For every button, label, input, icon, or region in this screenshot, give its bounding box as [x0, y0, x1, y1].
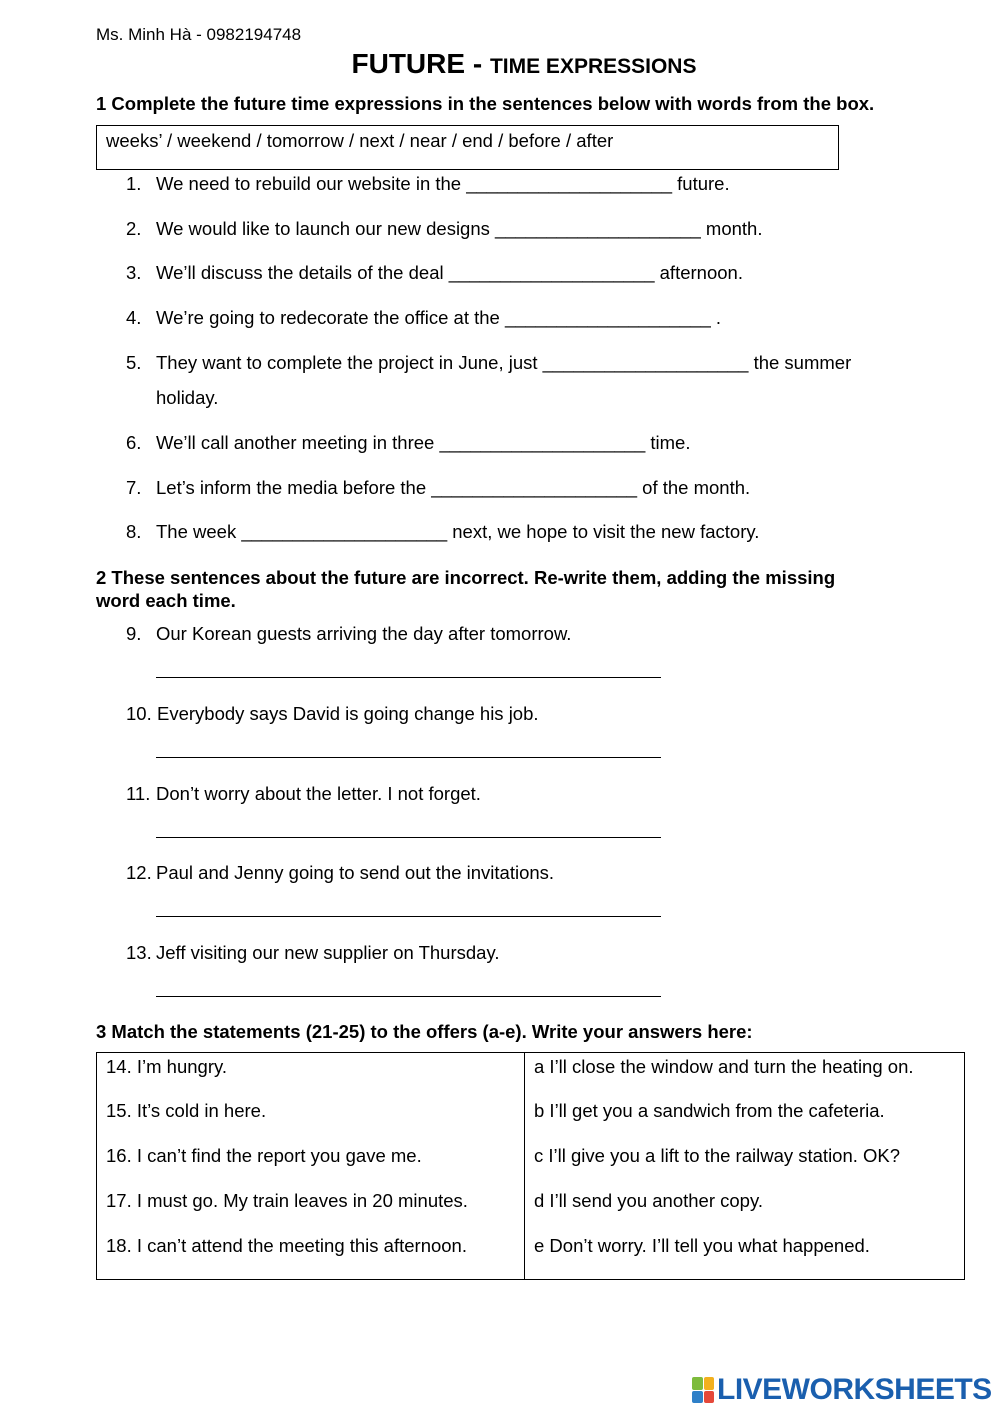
offer-c: c I’ll give you a lift to the railway station. OK? — [534, 1145, 901, 1166]
statement-15: 15. It’s cold in here. — [106, 1100, 267, 1121]
title-main: FUTURE - — [351, 48, 490, 79]
offers-column — [525, 1053, 965, 1280]
item-text[interactable]: We’re going to redecorate the office at the ____________________ . — [156, 307, 722, 328]
item-text: Our Korean guests arriving the day after tomorrow. — [156, 623, 572, 644]
item-text-continued: holiday. — [156, 387, 219, 408]
item-number: 8. — [126, 521, 142, 542]
teacher-contact: Ms. Minh Hà - 0982194748 — [96, 25, 302, 44]
page-title — [0, 48, 1000, 80]
item-text[interactable]: We would like to launch our new designs ____________________ month. — [156, 218, 763, 239]
offer-d: d I’ll send you another copy. — [534, 1190, 763, 1211]
item-text[interactable]: They want to complete the project in June, just ____________________ the summer — [156, 352, 852, 373]
item-number: 10. — [126, 703, 152, 724]
item-number: 7. — [126, 477, 142, 498]
statements-column — [97, 1053, 525, 1280]
item-text[interactable]: Let’s inform the media before the ____________________ of the month. — [156, 477, 751, 498]
item-number: 5. — [126, 352, 142, 373]
item-number: 2. — [126, 218, 142, 239]
answer-line[interactable] — [156, 837, 661, 838]
logo-mark-icon — [692, 1377, 714, 1403]
item-text[interactable]: We’ll discuss the details of the deal ____________________ afternoon. — [156, 262, 743, 283]
section2-heading-line2: word each time. — [96, 590, 236, 611]
logo-text: LIVEWORKSHEETS — [717, 1373, 992, 1406]
item-number: 6. — [126, 432, 142, 453]
word-box — [96, 125, 839, 170]
item-text: Paul and Jenny going to send out the invitations. — [156, 862, 555, 883]
statement-14: 14. I’m hungry. — [106, 1056, 227, 1077]
item-number: 9. — [126, 623, 142, 644]
item-text[interactable]: We’ll call another meeting in three ____________________ time. — [156, 432, 691, 453]
matching-table — [96, 1052, 965, 1280]
item-number: 3. — [126, 262, 142, 283]
item-text: Everybody says David is going change his job. — [157, 703, 539, 724]
item-number: 11. — [126, 783, 151, 804]
answer-line[interactable] — [156, 996, 661, 997]
offer-b: b I’ll get you a sandwich from the cafeteria. — [534, 1100, 885, 1121]
liveworksheets-logo — [692, 1372, 992, 1408]
item-number: 13. — [126, 942, 152, 963]
answer-line[interactable] — [156, 677, 661, 678]
offer-a: a I’ll close the window and turn the heating on. — [534, 1056, 914, 1077]
item-text[interactable]: We need to rebuild our website in the ____________________ future. — [156, 173, 730, 194]
item-number: 4. — [126, 307, 142, 328]
item-number: 1. — [126, 173, 142, 194]
statement-16: 16. I can’t find the report you gave me. — [106, 1145, 422, 1166]
offer-e: e Don’t worry. I’ll tell you what happened. — [534, 1235, 870, 1256]
statement-18: 18. I can’t attend the meeting this afternoon. — [106, 1235, 467, 1256]
statement-17: 17. I must go. My train leaves in 20 minutes. — [106, 1190, 468, 1211]
item-text[interactable]: The week ____________________ next, we hope to visit the new factory. — [156, 521, 760, 542]
answer-line[interactable] — [156, 757, 661, 758]
section1-heading: 1 Complete the future time expressions in the sentences below with words from the box. — [96, 93, 875, 114]
title-sub: TIME EXPRESSIONS — [489, 55, 697, 78]
item-number: 12. — [126, 862, 152, 883]
word-box-text: weeks’ / weekend / tomorrow / next / near / end / before / after — [106, 130, 614, 151]
item-text: Jeff visiting our new supplier on Thursday. — [156, 942, 500, 963]
section2-heading-line1: 2 These sentences about the future are incorrect. Re-write them, adding the missing — [96, 567, 836, 588]
item-text: Don’t worry about the letter. I not forget. — [156, 783, 481, 804]
answer-line[interactable] — [156, 916, 661, 917]
section3-heading: 3 Match the statements (21-25) to the offers (a-e). Write your answers here: — [96, 1021, 753, 1042]
